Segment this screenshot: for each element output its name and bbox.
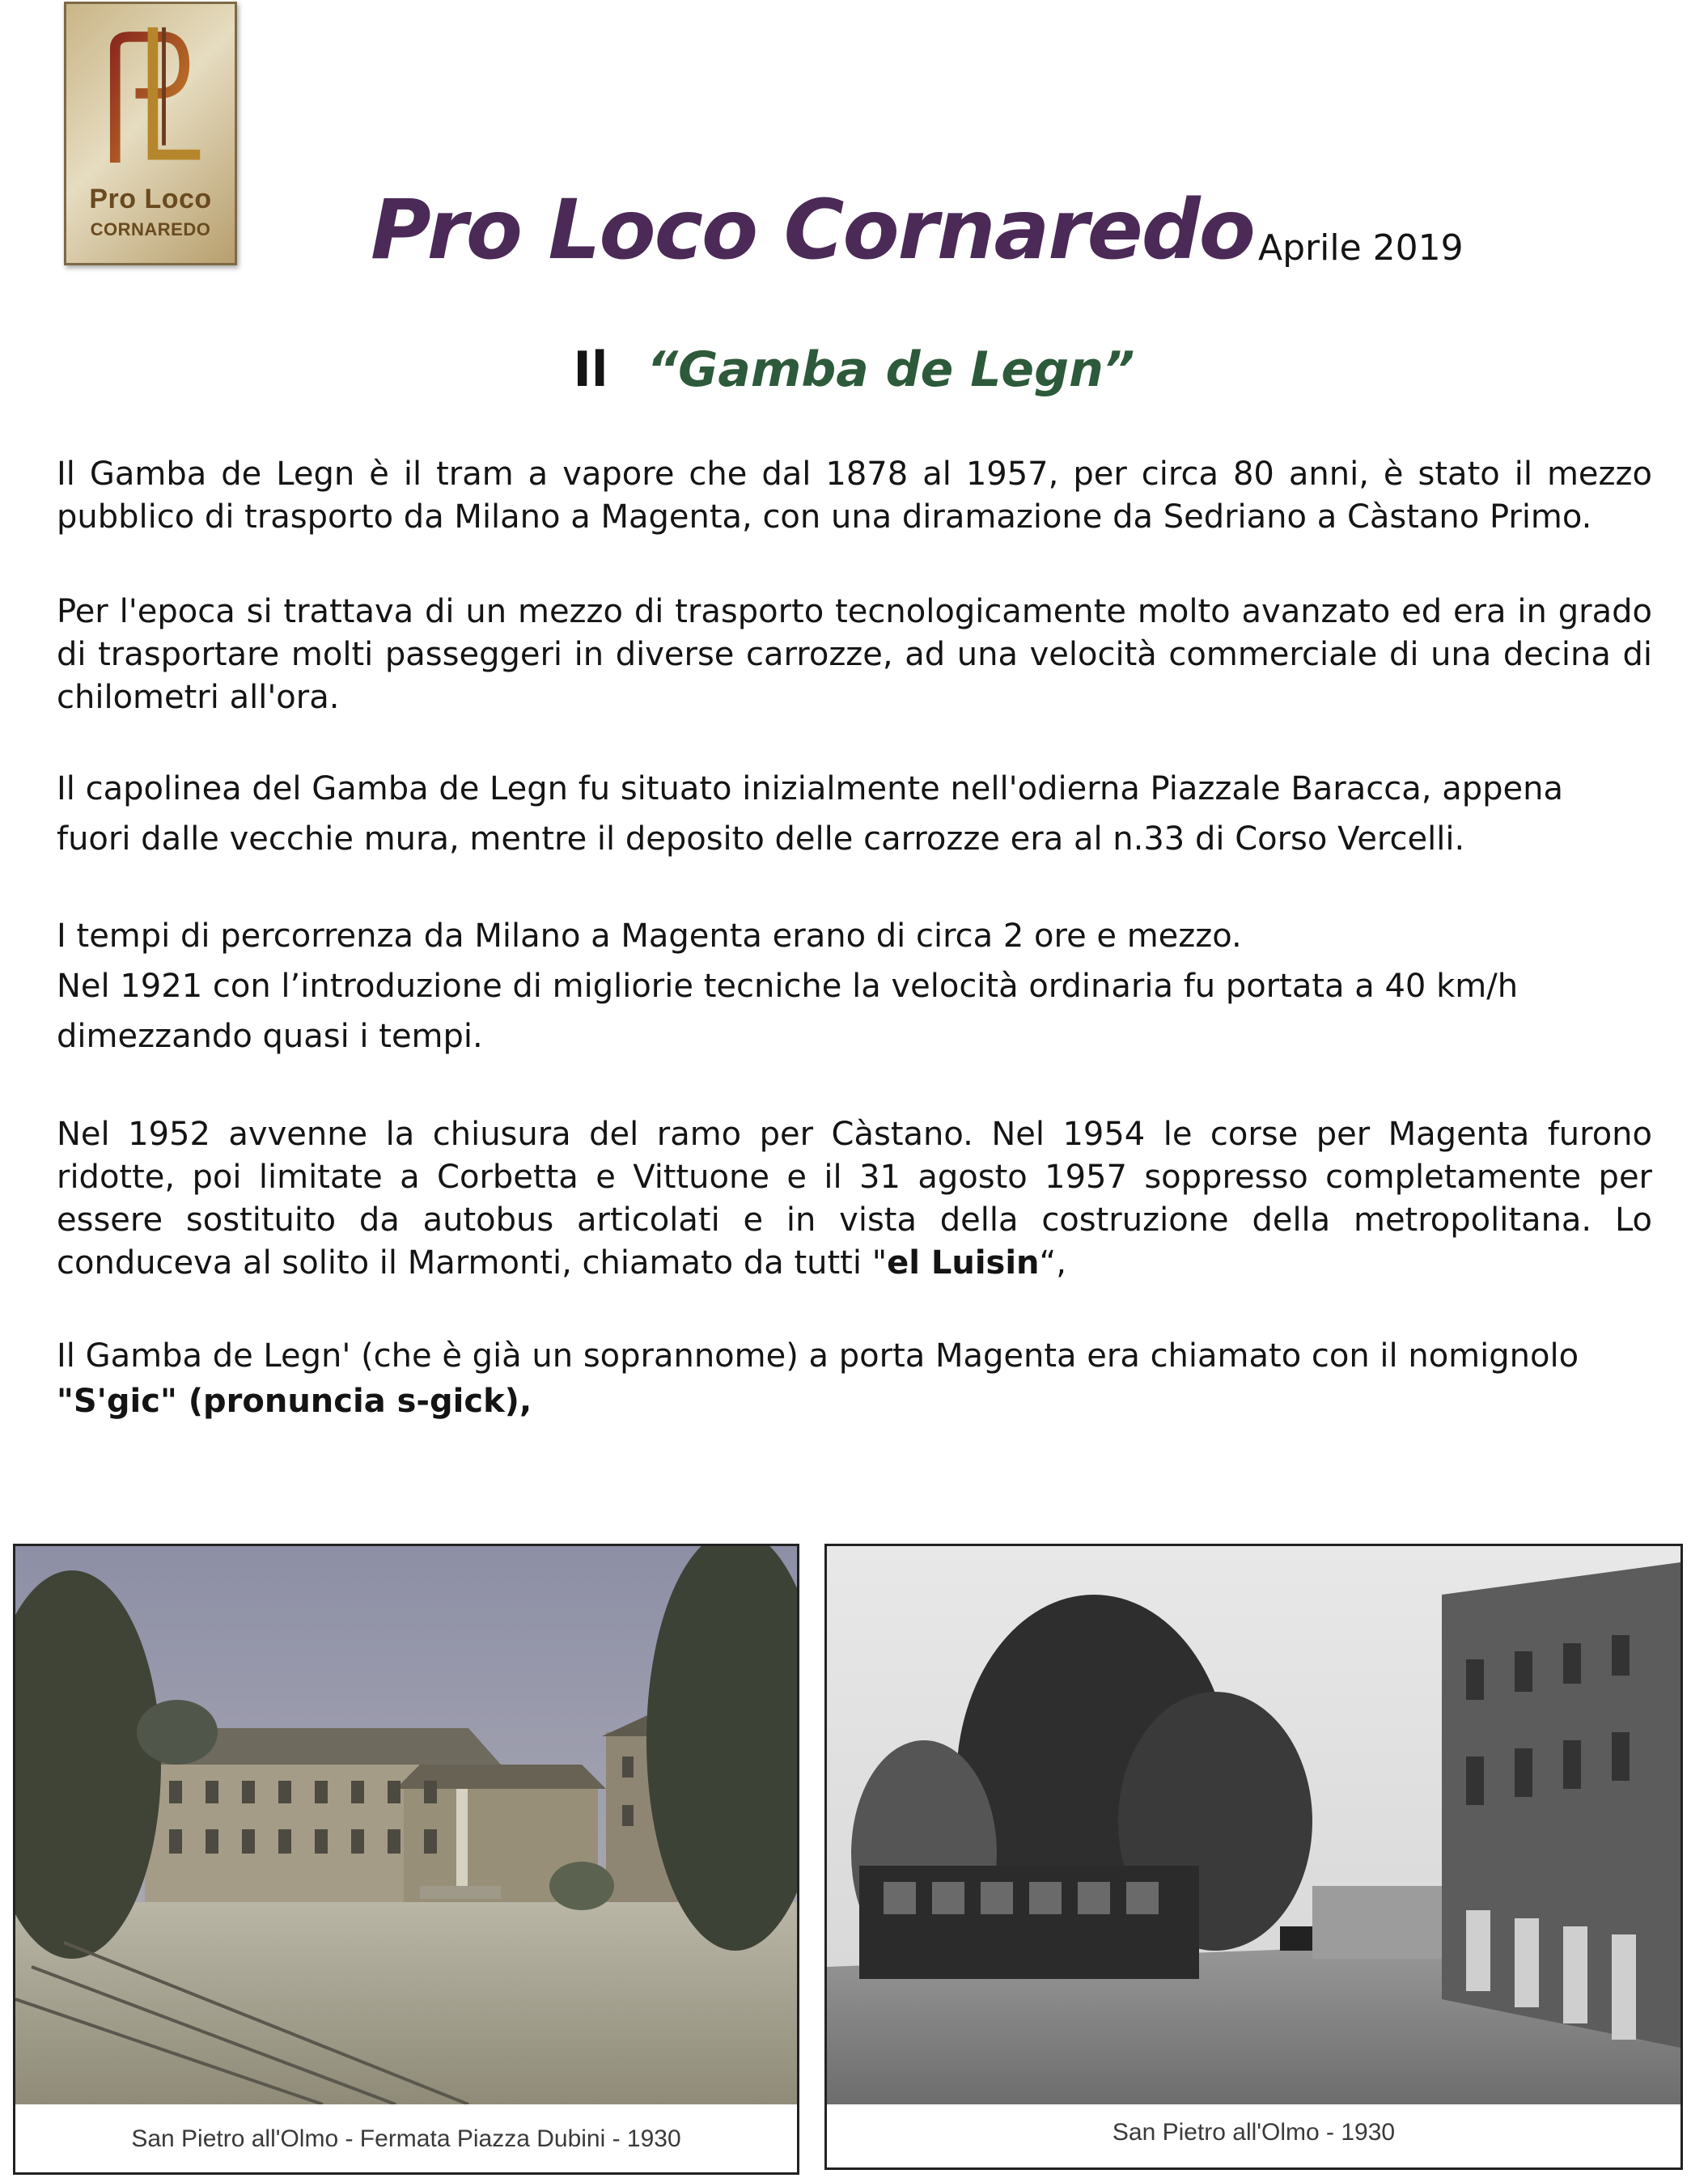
issue-date: Aprile 2019 [1258,227,1464,269]
photo-san-pietro-1930-image [827,1546,1680,2104]
photo-1-caption: San Pietro all'Olmo - Fermata Piazza Dubini - 1930 [131,2125,681,2152]
photo-san-pietro-1930 [824,1544,1683,2170]
paragraph-3-line-1: Il capolinea del Gamba de Legn fu situato inizialmente nell'odierna Piazzale Baracca, appena [57,770,1563,807]
title-prefix: Il [573,341,608,398]
logo-line-2: CORNAREDO [90,219,211,239]
paragraph-5-nickname: el Luisin [887,1244,1040,1282]
pro-loco-logo [64,2,237,265]
paragraph-3 [57,764,1652,864]
paragraph-2 [57,591,1652,719]
paragraph-6-line-1: Il Gamba de Legn' (che è già un soprannome) a porta Magenta era chiamato con il nomignolo [57,1337,1579,1375]
paragraph-4-line-1: I tempi di percorrenza da Milano a Magenta erano di circa 2 ore e mezzo. [57,917,1242,955]
paragraph-6-line-2: "S'gic" (pronuncia s-gick), [57,1383,532,1420]
brand-title: Pro Loco Cornaredo [371,182,1254,278]
paragraph-5-body: Nel 1952 avvenne la chiusura del ramo per Càstano. Nel 1954 le corse per Magenta furono ridotte, poi limitate a Corbetta e Vittuone e il 31 agosto 1957 soppresso completamente per essere sostituito da autobus articolati e in vista della costruzione della metropolitana. Lo conduceva al solito il Marmonti, chiamato da tutti " [57,1116,1652,1282]
paragraph-6 [57,1333,1652,1424]
photo-piazza-dubini-image [15,1546,797,2104]
logo-line-1: Pro Loco [89,184,212,214]
photo-piazza-dubini [13,1544,799,2175]
paragraph-1 [57,453,1652,539]
paragraph-2-text: Per l'epoca si trattava di un mezzo di trasporto tecnologicamente molto avanzato ed era in grado di trasportare molti passeggeri in diverse carrozze, ad una velocità commerciale di una decina di chilometri all'ora. [57,593,1652,716]
paragraph-4-line-3: dimezzando quasi i tempi. [57,1018,483,1055]
paragraph-3-line-2: fuori dalle vecchie mura, mentre il deposito delle carrozze era al n.33 di Corso Vercelli. [57,820,1465,858]
paragraph-4-line-2: Nel 1921 con l’introduzione di migliorie tecniche la velocità ordinaria fu portata a 40 km/h [57,968,1519,1005]
article-title [0,336,1708,405]
paragraph-5 [57,1113,1652,1285]
paragraph-4 [57,911,1652,1061]
paragraph-1-text: Il Gamba de Legn è il tram a vapore che dal 1878 al 1957, per circa 80 anni, è stato il mezzo pubblico di trasporto da Milano a Magenta, con una diramazione da Sedriano a Càstano Primo. [57,456,1652,536]
paragraph-5-tail: “, [1039,1244,1066,1282]
photo-2-caption: San Pietro all'Olmo - 1930 [1112,2119,1396,2146]
paragraph-5-text [57,1113,1652,1285]
title-name: “Gamba de Legn” [646,341,1135,398]
